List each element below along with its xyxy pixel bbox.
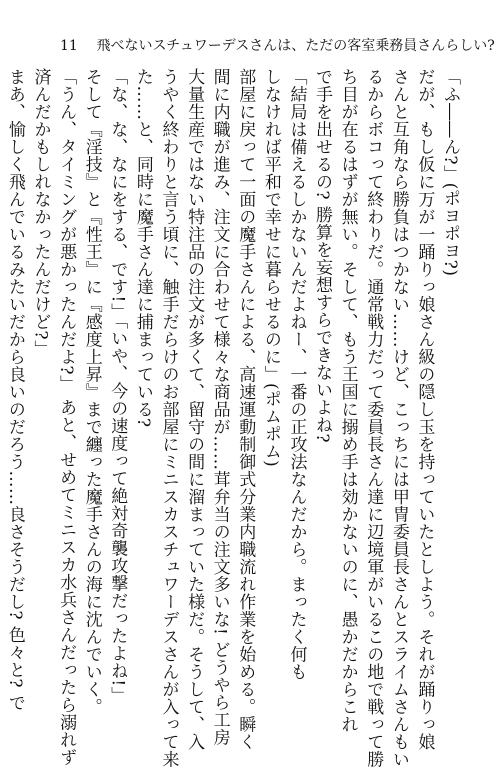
text-line: るからボコって終わりだ。通常戦力だって委員長さん達に辺境軍がいるこの地で戦って勝 [363,68,384,768]
page-header [60,36,495,56]
text-line: 「ふ――ん?」(ポヨポヨ?) [440,68,460,277]
text-line: 部屋に戻って一面の魔手さんによる、高速運動制御式分業内職流れ作業を始める。瞬く [235,68,256,751]
text-line: うやく終わりと言う頃に、触手だらけのお部屋にミニスカスチュワーデスさんが入って来 [158,68,179,768]
running-title: 飛べないスチュワーデスさんは、ただの客室乗務員さんらしい? [96,38,495,54]
text-line: ち目が在るはずが無い。そして、もう王国に搦め手は効かないのに、愚かだからこれ [337,68,358,733]
text-line: 済んだかもしれなかったんだけど?」 [30,68,51,358]
text-line: 「結局は備えるしかないんだよねー、一番の正攻法なんだから。まったく何も [286,68,307,681]
page-number: 11 [60,38,78,54]
text-line: 間に内職が進み、注文に合わせて様々な商品が……茸弁当の注文多いな! どうやら工房 [209,68,230,747]
text-line: で手を出せるの? 勝算を妄想すらできないよね? [312,68,333,444]
vertical-body-text [4,68,462,768]
text-line: さんと互角なら勝負はつかない……けど、こっちには甲冑委員長さんとスライムさんもい [388,68,409,768]
text-line: 「な、な、なにをする、です!」「いや、今の速度って絶対奇襲攻撃だったよね!」 [107,68,128,705]
text-line: た……と、同時に魔手さん達に捕まっている? [132,68,153,428]
text-line: しなければ平和で幸せに暮らせるのに」(ポムポム) [260,68,281,468]
text-line: まあ、愉しく飛んでいるみたいだから良いのだろう……良さそうだし? 色々と? で [4,68,25,712]
text-line: そして『淫技』と『性王』に『感度上昇』まで纏った魔手さんの海に沈んでいく。 [81,68,102,716]
text-line: 大量生産ではない特注品の注文が多くて、留守の間に溜まっていた様だ。そうして、入 [184,68,205,751]
text-line: だが、もし仮に万が一踊りっ娘さん級の隠し玉を持っていたとしよう。それが踊りっ娘 [414,68,435,751]
text-line: 「うん、タイミングが悪かったんだよ?」 あと、せめてミニスカ水兵さんだったら溺れず [56,68,77,767]
